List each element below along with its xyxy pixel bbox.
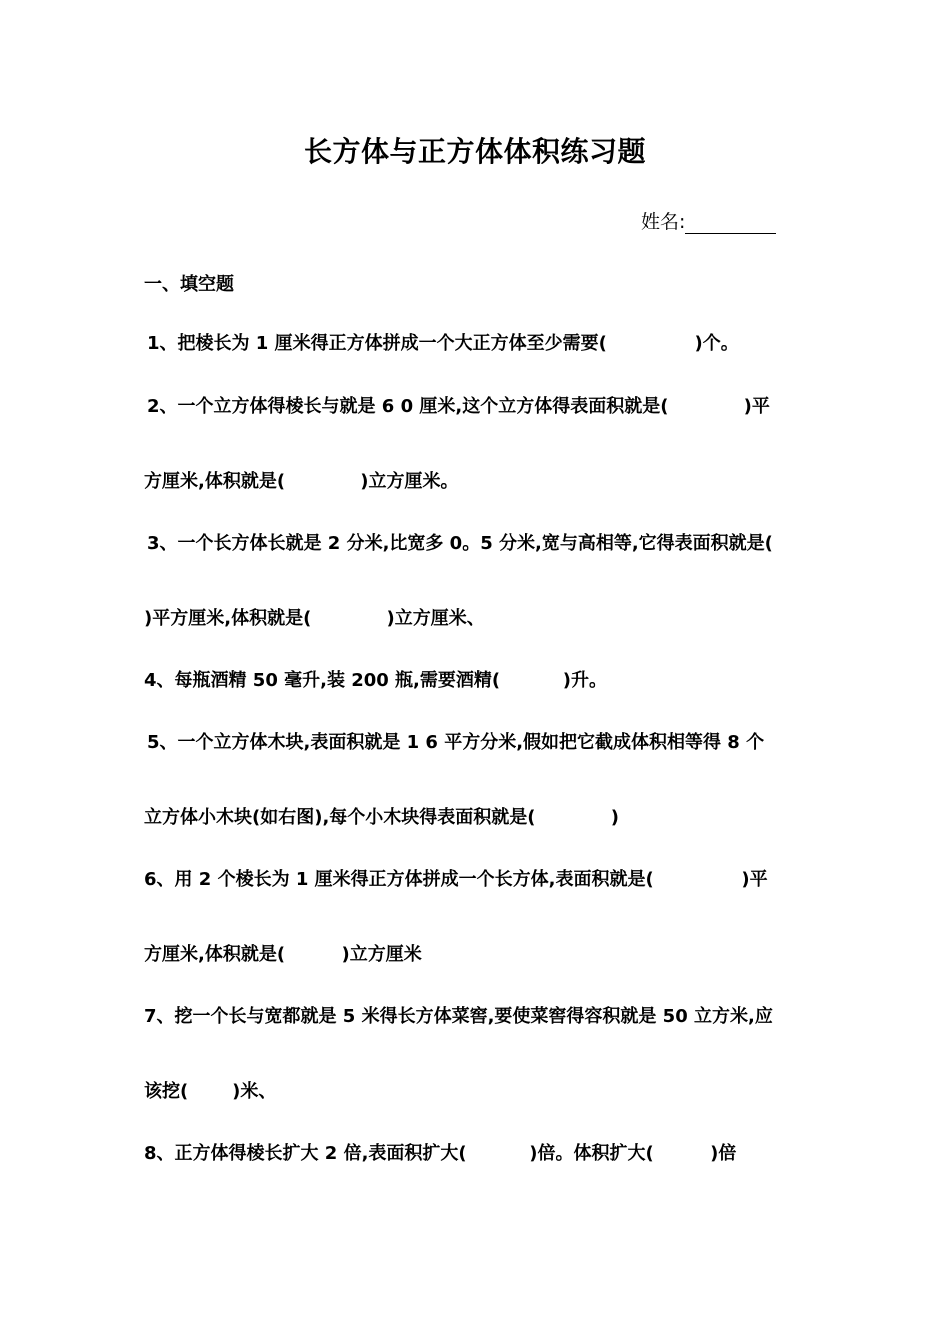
question-7-line-1: 7、挖一个长与宽都就是 5 米得长方体菜窖,要使菜窖得容积就是 50 立方米,应 (144, 1006, 773, 1027)
name-blank-line[interactable] (685, 213, 776, 234)
name-field (641, 207, 776, 234)
question-3-line-2: )平方厘米,体积就是( )立方厘米、 (144, 608, 485, 629)
question-1-line-1: 1、把棱长为 1 厘米得正方体拼成一个大正方体至少需要( )个。 (147, 333, 739, 354)
name-label: 姓名: (641, 211, 686, 233)
question-3-line-1: 3、一个长方体长就是 2 分米,比宽多 0。5 分米,宽与高相等,它得表面积就是( (147, 533, 773, 554)
question-5-line-1: 5、一个立方体木块,表面积就是 1 6 平方分米,假如把它截成体积相等得 8 个 (147, 732, 765, 753)
question-7-line-2: 该挖( )米、 (144, 1081, 277, 1102)
question-5-line-2: 立方体小木块(如右图),每个小木块得表面积就是( ) (144, 807, 619, 828)
question-6-line-1: 6、用 2 个棱长为 1 厘米得正方体拼成一个长方体,表面积就是( )平 (144, 869, 768, 890)
question-8-line-1: 8、正方体得棱长扩大 2 倍,表面积扩大( )倍。体积扩大( )倍 (144, 1143, 737, 1164)
page-title: 长方体与正方体体积练习题 (303, 135, 646, 168)
question-6-line-2: 方厘米,体积就是( )立方厘米 (144, 944, 422, 965)
question-2-line-2: 方厘米,体积就是( )立方厘米。 (144, 471, 459, 492)
question-2-line-1: 2、一个立方体得棱长与就是 6 0 厘米,这个立方体得表面积就是( )平 (147, 396, 770, 417)
question-4-line-1: 4、每瓶酒精 50 毫升,装 200 瓶,需要酒精( )升。 (144, 670, 608, 691)
section-heading: 一、填空题 (144, 274, 234, 295)
